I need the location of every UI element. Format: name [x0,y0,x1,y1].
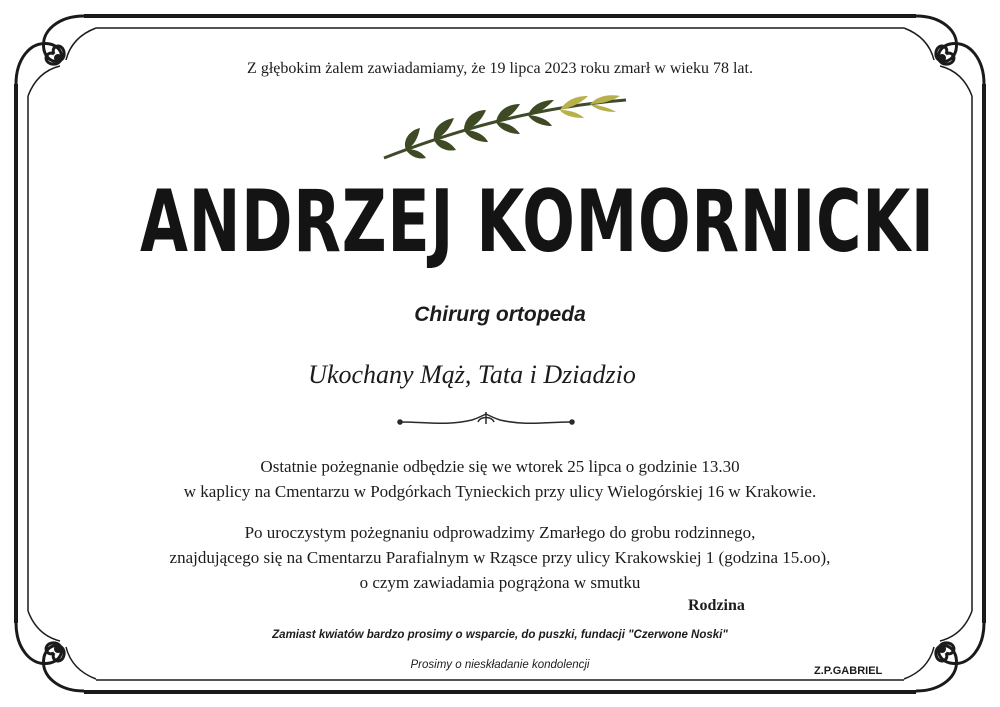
burial-line-2: znajdującego się na Cmentarzu Parafialnym w Rząsce przy ulicy Krakowskiej 1 (godzina 15.oo), [169,548,831,567]
intro-text: Z głębokim żalem zawiadamiamy, że 19 lipca 2023 roku zmarł w wieku 78 lat. [247,60,753,77]
burial-line-3: o czym zawiadamia pogrążona w smutku [359,573,641,592]
deceased-name: ANDRZEJ KOMORNICKI [140,172,935,272]
farewell-line-1: Ostatnie pożegnanie odbędzie się we wtorek 25 lipca o godzinie 13.30 [260,457,740,476]
farewell-line-2: w kaplicy na Cmentarzu w Podgórkach Tynieckich przy ulicy Wielogórskiej 16 w Krakowie. [183,482,817,501]
funeral-home-name: Z.P.GABRIEL [814,665,883,677]
profession: Chirurg ortopeda [414,303,586,326]
condolences-note: Prosimy o nieskładanie kondolencji [410,659,590,671]
ornament-divider-icon [396,408,576,430]
family-line: Ukochany Mąż, Tata i Dziadzio [308,360,636,389]
farewell-paragraph [0,454,1000,504]
burial-line-1: Po uroczystym pożegnaniu odprowadzimy Zmarłego do grobu rodzinnego, [244,523,756,542]
flowers-request: Zamiast kwiatów bardzo prosimy o wsparcie, do puszki, fundacji "Czerwone Noski" [272,629,728,641]
signature: Rodzina [688,597,745,614]
burial-paragraph [0,520,1000,595]
palm-branch-icon [376,86,636,166]
